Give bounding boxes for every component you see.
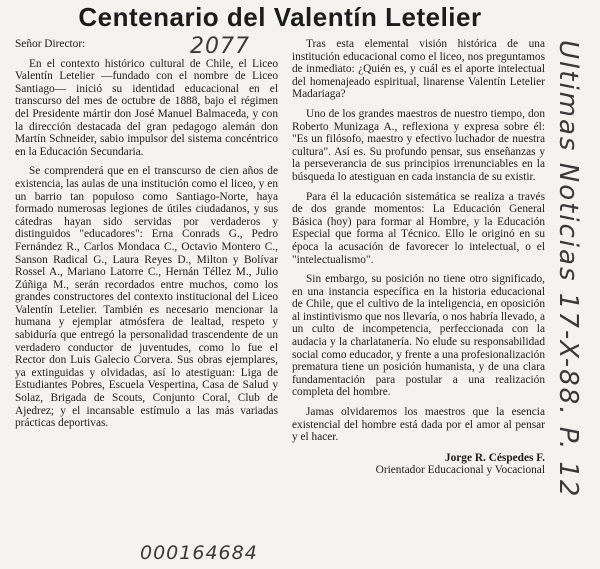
paragraph: Sin embargo, su posición no tiene otro significado, en una instancia específica en la historia educacional de Chile, que el cultivo de la inteligencia, en oposición al instintivismo que nos llevaría, o nos habría llevado, a un culto de incompetencia, perfeccionada con la audacia y la charlatanería. No elude su responsabilidad social como educador, y frente a una profesionalización prematura tiene un posición humanista, y de una clara fundamentación para postular a una realización completa del hombre. bbox=[292, 273, 545, 399]
handwritten-side-note-text: Ultimas Noticias 17-X-88. P. 12 bbox=[553, 40, 583, 499]
paragraph: Uno de los grandes maestros de nuestro tiempo, don Roberto Munizaga A., reflexiona y expresa sobre él: "Es un filósofo, maestro y efectivo luchador de nuestra cultura". Así es. Su profundo pensar, sus enseñanzas y la perseverancia de sus principios irrenunciables en la búsqueda lo atestiguan en cada instancia de su existir. bbox=[292, 107, 545, 183]
handwritten-number-top: 2077 bbox=[190, 34, 250, 59]
handwritten-side-note bbox=[545, 40, 585, 560]
signature-name: Jorge R. Céspedes F. bbox=[444, 451, 545, 464]
paragraph: Tras esta elemental visión histórica de una institución educacional como el liceo, nos preguntamos de inmediato: ¿Quién es, y cuál es el aporte intelectual del homenajeado espiritual, linarense Valentín Letelier Madariaga? bbox=[292, 38, 545, 101]
salutation: Señor Director: bbox=[15, 38, 86, 50]
signature-role: Orientador Educacional y Vocacional bbox=[375, 464, 545, 477]
paragraph: En el contexto histórico cultural de Chile, el Liceo Valentín Letelier —fundado con el nombre de Liceo Santiago— inició su identidad educacional en el transcurso del mes de octubre de 1888, bajo el régimen del Presidente mártir don José Manuel Balmaceda, y con la dirección destacada del gran pedagogo alemán don Martín Schneider, sabio impulsor del sistema concéntrico en la Educación Secundaria. bbox=[15, 57, 278, 158]
paragraph: Se comprenderá que en el transcurso de cien años de existencia, las aulas de una institución como el liceo, y en un barrio tan populoso como Santiago-Norte, haya formado numerosas legiones de útiles ciudadanos, y sus cátedras hayan sido servidas por verdaderos y distinguidos "educadores": Erna Conrads G., Pedro Fernández R., Carlos Mondaca C., Octavio Montero C., Sanson Radical G., Laura Reyes D., Milton y Bolívar Rossel A., Mariano Latorre C., Hernán Téllez M., Julio Zúñiga M., serán recordados entre muchos, como los grandes constructores del contexto institucional del Liceo Valentín Letelier. También es necesario mencionar la humana y ejemplar atmósfera de lealtad, respeto y sabiduría que entregó la personalidad trascendente de un verdadero conductor de juventudes, como lo fue el Rector don Luis Galecio Corvera. Sus obras ejemplares, ya extinguidas y olvidadas, así lo atestiguan: Liga de Estudiantes Pobres, Escuela Vespertina, Casa de Salud y Solaz, Brigada de Scouts, Conjunto Coral, Club de Ajedrez; y el incansable estímulo a las más variadas prácticas deportivas. bbox=[15, 165, 278, 430]
paragraph: Para él la educación sistemática se realiza a través de dos grande momentos: La Educación General Básica (hoy) para formar al Hombre, y la Educación Especial que forma al Técnico. Ello le originó en su época la acusación de favorecer lo intelectual, o el "intelectualismo". bbox=[292, 190, 545, 266]
article-title: Centenario del Valentín Letelier bbox=[78, 2, 482, 32]
paragraph: Jamas olvidaremos los maestros que la esencia existencial del hombre está dada por el amor al pensar y el hacer. bbox=[292, 406, 545, 444]
left-column bbox=[15, 38, 278, 430]
handwritten-number-bottom: 000164684 bbox=[140, 542, 258, 564]
right-column bbox=[292, 38, 545, 477]
